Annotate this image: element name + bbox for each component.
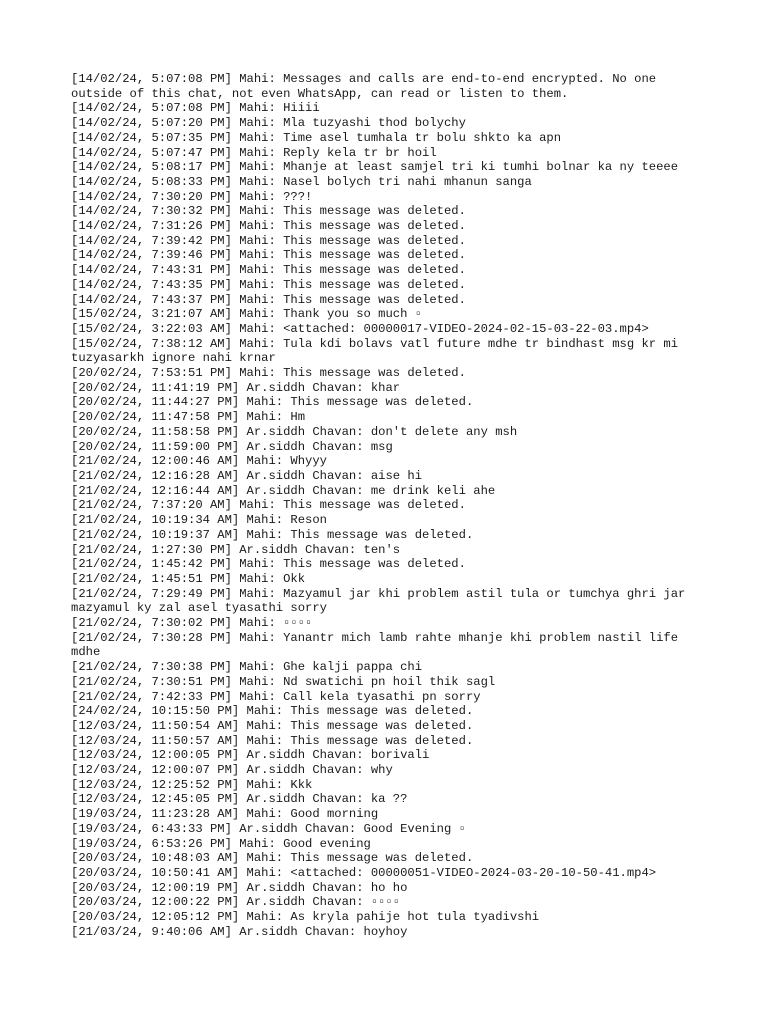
chat-line: [21/02/24, 1:27:30 PM] Ar.siddh Chavan: ten's bbox=[71, 542, 401, 557]
chat-line: [20/03/24, 10:48:03 AM] Mahi: This message was deleted. bbox=[71, 851, 474, 866]
chat-line: [21/02/24, 7:30:38 PM] Mahi: Ghe kalji pappa chi bbox=[71, 660, 423, 675]
chat-line: [21/02/24, 10:19:34 AM] Mahi: Reson bbox=[71, 513, 327, 528]
chat-line: [21/03/24, 9:40:06 AM] Ar.siddh Chavan: hoyhoy bbox=[71, 924, 408, 939]
chat-line: [12/03/24, 12:00:05 PM] Ar.siddh Chavan: borivali bbox=[71, 748, 430, 763]
chat-transcript bbox=[71, 72, 701, 939]
chat-line: [21/02/24, 7:30:02 PM] Mahi: ▫▫▫▫ bbox=[71, 616, 313, 631]
chat-line: [15/02/24, 3:21:07 AM] Mahi: Thank you so much ▫ bbox=[71, 307, 423, 322]
chat-line: [15/02/24, 3:22:03 AM] Mahi: <attached: 00000017-VIDEO-2024-02-15-03-22-03.mp4> bbox=[71, 321, 649, 336]
chat-line: [21/02/24, 12:00:46 AM] Mahi: Whyyy bbox=[71, 454, 327, 469]
chat-line: [21/02/24, 7:30:51 PM] Mahi: Nd swatichi pn hoil thik sagl bbox=[71, 674, 496, 689]
chat-line: [20/03/24, 12:05:12 PM] Mahi: As kryla pahije hot tula tyadivshi bbox=[71, 910, 540, 925]
chat-line: [12/03/24, 11:50:57 AM] Mahi: This message was deleted. bbox=[71, 733, 474, 748]
chat-line: [21/02/24, 12:16:28 AM] Ar.siddh Chavan: aise hi bbox=[71, 468, 423, 483]
chat-line: [12/03/24, 12:25:52 PM] Mahi: Kkk bbox=[71, 777, 313, 792]
chat-line: [20/03/24, 12:00:22 PM] Ar.siddh Chavan: ▫▫▫▫ bbox=[71, 895, 401, 910]
chat-line: [20/02/24, 7:53:51 PM] Mahi: This message was deleted. bbox=[71, 366, 466, 381]
chat-line: [14/02/24, 5:07:35 PM] Mahi: Time asel tumhala tr bolu shkto ka apn bbox=[71, 130, 562, 145]
chat-line: [20/03/24, 10:50:41 AM] Mahi: <attached: 00000051-VIDEO-2024-03-20-10-50-41.mp4> bbox=[71, 865, 657, 880]
chat-line: [14/02/24, 7:43:35 PM] Mahi: This message was deleted. bbox=[71, 277, 466, 292]
chat-line: [20/02/24, 11:41:19 PM] Ar.siddh Chavan: khar bbox=[71, 380, 401, 395]
chat-line: [14/02/24, 5:08:17 PM] Mahi: Mhanje at least samjel tri ki tumhi bolnar ka ny teeee bbox=[71, 160, 679, 175]
chat-line: [14/02/24, 5:07:20 PM] Mahi: Mla tuzyashi thod bolychy bbox=[71, 116, 466, 131]
chat-line: [15/02/24, 7:38:12 AM] Mahi: Tula kdi bolavs vatl future mdhe tr bindhast msg kr mi tuzyasarkh ignore nahi krnar bbox=[71, 336, 686, 366]
chat-line: [19/03/24, 6:53:26 PM] Mahi: Good evening bbox=[71, 836, 371, 851]
chat-line: [14/02/24, 7:30:32 PM] Mahi: This message was deleted. bbox=[71, 204, 466, 219]
chat-line: [21/02/24, 12:16:44 AM] Ar.siddh Chavan: me drink keli ahe bbox=[71, 483, 496, 498]
chat-line: [21/02/24, 7:42:33 PM] Mahi: Call kela tyasathi pn sorry bbox=[71, 689, 481, 704]
chat-line: [14/02/24, 5:07:08 PM] Mahi: Messages and calls are end-to-end encrypted. No one outside of this chat, not even WhatsApp, can read or listen to them. bbox=[71, 72, 664, 101]
chat-line: [21/02/24, 7:37:20 AM] Mahi: This message was deleted. bbox=[71, 498, 466, 513]
chat-line: [21/02/24, 1:45:51 PM] Mahi: Okk bbox=[71, 571, 306, 586]
chat-line: [14/02/24, 7:43:37 PM] Mahi: This message was deleted. bbox=[71, 292, 466, 307]
chat-line: [12/03/24, 12:45:05 PM] Ar.siddh Chavan: ka ?? bbox=[71, 792, 408, 807]
chat-line: [14/02/24, 7:39:42 PM] Mahi: This message was deleted. bbox=[71, 233, 466, 248]
chat-line: [21/02/24, 10:19:37 AM] Mahi: This message was deleted. bbox=[71, 527, 474, 542]
chat-line: [24/02/24, 10:15:50 PM] Mahi: This message was deleted. bbox=[71, 704, 474, 719]
chat-line: [20/02/24, 11:59:00 PM] Ar.siddh Chavan: msg bbox=[71, 439, 393, 454]
chat-line: [14/02/24, 7:43:31 PM] Mahi: This message was deleted. bbox=[71, 263, 466, 278]
chat-line: [21/02/24, 1:45:42 PM] Mahi: This message was deleted. bbox=[71, 557, 466, 572]
chat-line: [19/03/24, 6:43:33 PM] Ar.siddh Chavan: Good Evening ▫ bbox=[71, 821, 466, 836]
chat-line: [14/02/24, 7:39:46 PM] Mahi: This message was deleted. bbox=[71, 248, 466, 263]
chat-line: [14/02/24, 5:07:08 PM] Mahi: Hiiii bbox=[71, 101, 320, 116]
chat-line: [12/03/24, 12:00:07 PM] Ar.siddh Chavan: why bbox=[71, 763, 393, 778]
chat-line: [20/02/24, 11:47:58 PM] Mahi: Hm bbox=[71, 410, 306, 425]
chat-line: [14/02/24, 7:30:20 PM] Mahi: ???! bbox=[71, 189, 313, 204]
chat-line: [21/02/24, 7:29:49 PM] Mahi: Mazyamul jar khi problem astil tula or tumchya ghri jar mazyamul ky zal asel tyasathi sorry bbox=[71, 586, 693, 616]
chat-line: [14/02/24, 5:07:47 PM] Mahi: Reply kela tr br hoil bbox=[71, 145, 437, 160]
chat-line: [21/02/24, 7:30:28 PM] Mahi: Yanantr mich lamb rahte mhanje khi problem nastil life mdhe bbox=[71, 630, 686, 660]
chat-line: [20/02/24, 11:58:58 PM] Ar.siddh Chavan: don't delete any msh bbox=[71, 424, 518, 439]
chat-line: [19/03/24, 11:23:28 AM] Mahi: Good morning bbox=[71, 807, 379, 822]
chat-line: [20/02/24, 11:44:27 PM] Mahi: This message was deleted. bbox=[71, 395, 474, 410]
chat-line: [20/03/24, 12:00:19 PM] Ar.siddh Chavan: ho ho bbox=[71, 880, 408, 895]
chat-line: [14/02/24, 7:31:26 PM] Mahi: This message was deleted. bbox=[71, 219, 466, 234]
chat-line: [12/03/24, 11:50:54 AM] Mahi: This message was deleted. bbox=[71, 718, 474, 733]
chat-line: [14/02/24, 5:08:33 PM] Mahi: Nasel bolych tri nahi mhanun sanga bbox=[71, 174, 532, 189]
